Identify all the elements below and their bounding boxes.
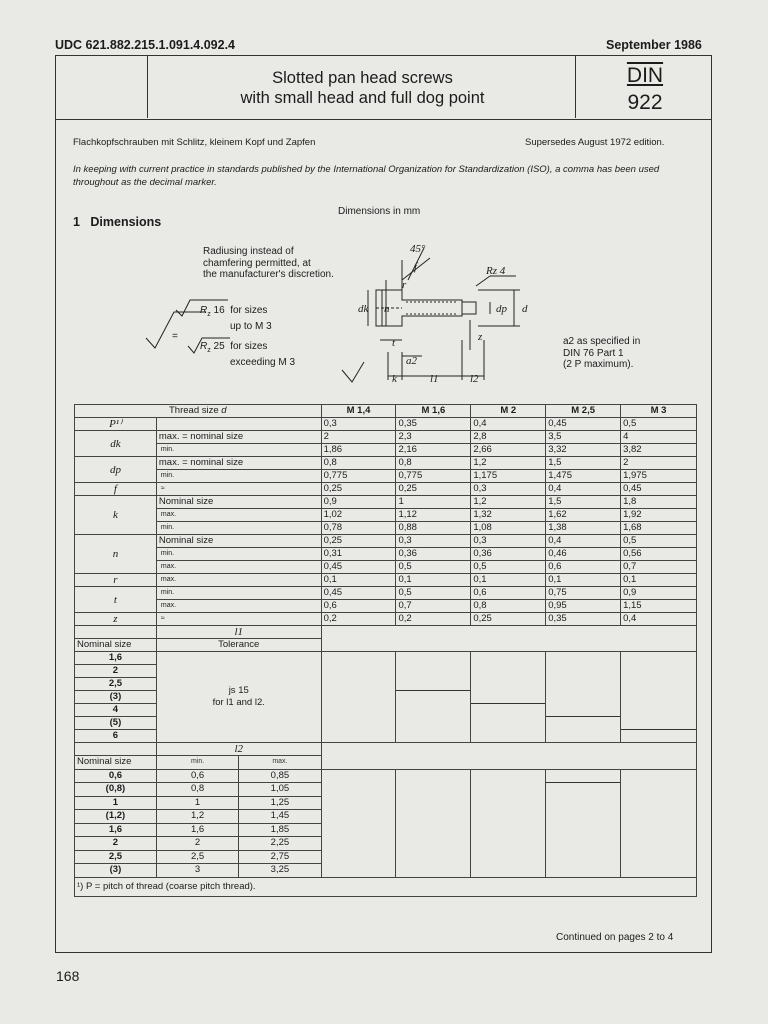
cell-value: 0,2 (321, 613, 396, 626)
surface-finish-symbol-bottom (342, 362, 364, 382)
cell-value: 0,45 (321, 587, 396, 600)
cell-value: 0,6 (471, 587, 546, 600)
cell-value: 0,7 (621, 561, 697, 574)
l1-size: 2 (75, 665, 157, 678)
label-l1: l1 (430, 373, 439, 385)
cell-value: 0,5 (621, 535, 697, 548)
cell-value: 0,4 (621, 613, 697, 626)
cell-value: 0,3 (396, 535, 471, 548)
dimension-row (75, 548, 697, 561)
l2-range-cell (621, 864, 697, 878)
cell-value: 3,32 (546, 444, 621, 457)
label-z: z (478, 331, 483, 343)
supersedes-note: Supersedes August 1972 edition. (525, 137, 665, 148)
row-qualifier: min. (156, 548, 321, 561)
cell-value: 1,02 (321, 509, 396, 522)
dimension-unit-note: Dimensions in mm (338, 206, 421, 217)
l2-row (75, 769, 697, 783)
cell-value: 0,56 (621, 548, 697, 561)
l1-range-cell (621, 678, 697, 691)
l1-tolerance-label: Tolerance (156, 639, 321, 652)
l1-row (75, 652, 697, 665)
l1-range-cell (471, 652, 546, 665)
label-dp: dp (496, 303, 507, 315)
cell-value: 1,92 (621, 509, 697, 522)
cell-value: 0,25 (321, 483, 396, 496)
l1-range-cell (621, 704, 697, 717)
udc-code: UDC 621.882.215.1.091.4.092.4 (55, 38, 235, 52)
cell-value: 0,78 (321, 522, 396, 535)
row-qualifier: max. (156, 574, 321, 587)
thread-size-header-row: Thread size d M 1,4 M 1,6 M 2 M 2,5 M 3 (75, 405, 697, 418)
l2-min: 3 (194, 864, 201, 876)
cell-value: 0,1 (621, 574, 697, 587)
cell-value: 1,62 (546, 509, 621, 522)
cell-value: 1,5 (546, 457, 621, 470)
din-badge (578, 62, 712, 116)
l2-header-blank (75, 743, 157, 756)
l2-range-cell (396, 783, 471, 797)
l1-range-cell (396, 704, 471, 717)
l1-range-cell (546, 678, 621, 691)
cell-value: 0,8 (321, 457, 396, 470)
dimension-row (75, 496, 697, 509)
cell-value: 1,975 (621, 470, 697, 483)
dimension-row (75, 561, 697, 574)
l2-range-cell (621, 810, 697, 824)
cell-value: 0,31 (321, 548, 396, 561)
l2-row (75, 823, 697, 837)
document-title: Slotted pan head screws with small head and full dog point (240, 69, 485, 107)
l2-range-cell (471, 850, 546, 864)
row-symbol: k (75, 496, 157, 535)
l2-range-cell (546, 864, 621, 878)
row-qualifier: min. (156, 522, 321, 535)
dimension-row (75, 522, 697, 535)
l2-max: 2,25 (239, 837, 321, 850)
l2-range-cell (546, 837, 621, 851)
dimension-row (75, 535, 697, 548)
cell-value: 1,8 (621, 496, 697, 509)
cell-value: 1,475 (546, 470, 621, 483)
cell-value: 2,16 (396, 444, 471, 457)
decimal-marker-note: In keeping with current practice in standards published by the International Organization for Standardization (ISO), a comma has been used throughout as the decimal marker. (73, 164, 660, 188)
l1-range-cell (396, 652, 471, 665)
l2-min: 2,5 (190, 850, 205, 862)
l1-range-cell (546, 704, 621, 717)
cell-value: 0,1 (396, 574, 471, 587)
l1-range-cell (471, 691, 546, 704)
l2-symbol: l2 (156, 743, 321, 756)
l2-range-cell (396, 837, 471, 851)
cell-value: 2 (621, 457, 697, 470)
row-qualifier: min. (156, 444, 321, 457)
publication-date: September 1986 (606, 38, 702, 52)
dog-point-outline (462, 302, 476, 314)
l2-range-cell (546, 796, 621, 810)
l1-range-cell (321, 691, 396, 704)
cell-value: 0,25 (396, 483, 471, 496)
l2-size: 2 (75, 837, 157, 851)
row-qualifier: min. (156, 587, 321, 600)
row-qualifier: max. = nominal size (156, 457, 321, 470)
l1-range-cell (546, 652, 621, 665)
l2-range-cell (621, 796, 697, 810)
cell-value: 0,45 (321, 561, 396, 574)
l2-size: (1,2) (75, 810, 157, 824)
l2-row (75, 864, 697, 878)
footnote: ¹) P = pitch of thread (coarse pitch thread). (75, 877, 697, 896)
l2-max-label: max. (239, 756, 321, 769)
row-symbol: r (75, 574, 157, 587)
l2-range-cell (471, 864, 546, 878)
cell-value: 0,75 (546, 587, 621, 600)
l2-size: 2,5 (75, 850, 157, 864)
label-a2: a2 (406, 355, 417, 367)
dimension-row (75, 431, 697, 444)
l2-max: 1,45 (239, 810, 321, 823)
l2-max: 0,85 (239, 770, 321, 783)
cell-value: 0,775 (321, 470, 396, 483)
cell-value: 0,1 (321, 574, 396, 587)
l1-range-cell (471, 717, 546, 730)
cell-value: 0,1 (471, 574, 546, 587)
label-n: n (384, 303, 390, 315)
row-symbol: t (75, 587, 157, 613)
l2-max: 3,25 (239, 864, 321, 877)
row-symbol: z (75, 613, 157, 626)
cell-value: 0,3 (321, 418, 396, 431)
l1-range-cell (546, 730, 621, 743)
l1-size: 1,6 (75, 652, 157, 665)
l1-range-cell (321, 730, 396, 743)
cell-value: 0,5 (471, 561, 546, 574)
l2-range-cell (396, 796, 471, 810)
cell-value: 2,3 (396, 431, 471, 444)
tolerance-cell: js 15 for l1 and l2. (156, 652, 321, 743)
l1-range-cell (621, 665, 697, 678)
cell-value: 1,2 (471, 496, 546, 509)
section-heading: 1 Dimensions (73, 215, 162, 229)
l2-range-cell (471, 783, 546, 797)
label-t: t (392, 337, 396, 349)
l1-range-cell (471, 665, 546, 678)
radius-note: Radiusing instead of chamfering permitted, at the manufacturer's discretion. (203, 246, 334, 280)
l1-range-cell (396, 665, 471, 678)
cell-value: 0,25 (471, 613, 546, 626)
cell-value: 0,45 (621, 483, 697, 496)
l1-range-cell (396, 717, 471, 730)
l2-min: 1,2 (190, 810, 205, 822)
row-qualifier: ≈ (156, 613, 321, 626)
cell-value: 0,95 (546, 600, 621, 613)
l1-range-cell (321, 717, 396, 730)
l2-range-cell (471, 823, 546, 837)
l1-range-cell (396, 678, 471, 691)
l2-range-cell (321, 864, 396, 878)
cell-value: 1,175 (471, 470, 546, 483)
row-qualifier: max. (156, 509, 321, 522)
l2-range-cell (321, 769, 396, 783)
l2-range-cell (546, 783, 621, 797)
l1-range-cell (321, 704, 396, 717)
cell-value: 0,45 (546, 418, 621, 431)
l1-size: 6 (75, 730, 157, 743)
l1-size: (5) (75, 717, 157, 730)
row-qualifier: Nominal size (156, 535, 321, 548)
footnote-row (75, 877, 697, 896)
dimension-row (75, 574, 697, 587)
cell-value: 3,5 (546, 431, 621, 444)
cell-value: 2,8 (471, 431, 546, 444)
l2-range-cell (321, 783, 396, 797)
cell-value: 0,25 (321, 535, 396, 548)
german-title: Flachkopfschrauben mit Schlitz, kleinem Kopf und Zapfen (73, 137, 316, 148)
l2-range-cell (471, 796, 546, 810)
l1-range-cell (621, 717, 697, 730)
cell-value: 0,88 (396, 522, 471, 535)
cell-value: 0,5 (396, 587, 471, 600)
cell-value: 2 (321, 431, 396, 444)
l2-max: 1,25 (239, 797, 321, 810)
l2-row (75, 850, 697, 864)
label-f: f (414, 261, 418, 273)
l1-size: (3) (75, 691, 157, 704)
l2-range-cell (321, 810, 396, 824)
l2-size: 1 (75, 796, 157, 810)
cell-value: 0,6 (546, 561, 621, 574)
surface-finish-symbol-main (146, 312, 206, 348)
cell-value: 0,3 (471, 535, 546, 548)
dimension-row (75, 418, 697, 431)
l1-range-cell (321, 652, 396, 665)
l1-range-cell (546, 665, 621, 678)
l2-min: 0,6 (190, 769, 205, 781)
cell-value: 0,36 (471, 548, 546, 561)
dimension-row (75, 470, 697, 483)
cell-value: 0,6 (321, 600, 396, 613)
row-qualifier: Nominal size (156, 496, 321, 509)
row-symbol: P¹⁾ (75, 418, 157, 431)
label-l2: l2 (470, 373, 479, 385)
cell-value: 1,2 (471, 457, 546, 470)
l2-size: (0,8) (75, 783, 157, 797)
cell-value: 0,5 (621, 418, 697, 431)
cell-value: 0,4 (546, 483, 621, 496)
l2-nominal-label: Nominal size (75, 756, 157, 770)
l2-range-cell (621, 769, 697, 783)
row-symbol: f (75, 483, 157, 496)
cell-value: 1,32 (471, 509, 546, 522)
l2-row (75, 783, 697, 797)
dimension-row (75, 613, 697, 626)
l2-range-cell (396, 850, 471, 864)
cell-value: 0,35 (396, 418, 471, 431)
l1-range-cell (471, 678, 546, 691)
l2-range-cell (546, 810, 621, 824)
cell-value: 0,1 (546, 574, 621, 587)
cell-value: 1,5 (546, 496, 621, 509)
l2-range-cell (471, 769, 546, 783)
cell-value: 0,46 (546, 548, 621, 561)
l2-range-cell (546, 850, 621, 864)
l2-row (75, 837, 697, 851)
cell-value: 0,2 (396, 613, 471, 626)
a2-note: a2 as specified in DIN 76 Part 1 (2 P maximum). (563, 336, 641, 370)
dimension-row (75, 509, 697, 522)
cell-value: 0,5 (396, 561, 471, 574)
cell-value: 1,08 (471, 522, 546, 535)
l1-range-cell (396, 691, 471, 704)
l2-size: (3) (75, 864, 157, 878)
l1-range-cell (471, 704, 546, 717)
l1-range-cell (621, 691, 697, 704)
row-symbol: dk (75, 431, 157, 457)
l1-size: 4 (75, 704, 157, 717)
l2-range-cell (396, 810, 471, 824)
l2-min: 1 (194, 796, 201, 808)
l2-range-cell (321, 837, 396, 851)
din-number: 922 (627, 91, 663, 114)
cell-value: 0,4 (471, 418, 546, 431)
l1-header-blank (75, 626, 157, 639)
l2-range-cell (471, 837, 546, 851)
cell-value: 0,775 (396, 470, 471, 483)
label-rz4: Rz 4 (486, 265, 506, 277)
l1-range-cell (546, 717, 621, 730)
cell-value: 0,35 (546, 613, 621, 626)
l2-max: 1,05 (239, 783, 321, 796)
l2-row (75, 810, 697, 824)
row-qualifier: ≈ (156, 483, 321, 496)
cell-value: 1,68 (621, 522, 697, 535)
equals-sign: = (172, 331, 178, 342)
angle-label: 45° (410, 243, 426, 255)
dimension-row (75, 444, 697, 457)
cell-value: 1,38 (546, 522, 621, 535)
l2-range-cell (321, 850, 396, 864)
l2-size: 0,6 (75, 769, 157, 783)
cell-value: 0,36 (396, 548, 471, 561)
l2-range-cell (621, 783, 697, 797)
dimension-row (75, 600, 697, 613)
l1-range-cell (621, 730, 697, 743)
l2-min: 1,6 (190, 823, 205, 835)
l2-size: 1,6 (75, 823, 157, 837)
cell-value: 0,3 (471, 483, 546, 496)
row-qualifier: max. = nominal size (156, 431, 321, 444)
l2-max: 2,75 (239, 851, 321, 864)
row-symbol: n (75, 535, 157, 574)
l2-range-cell (396, 769, 471, 783)
l2-min: 2 (194, 837, 201, 849)
l1-range-cell (546, 691, 621, 704)
row-qualifier (156, 418, 321, 431)
row-qualifier: max. (156, 600, 321, 613)
l1-range-cell (396, 730, 471, 743)
l1-size: 2,5 (75, 678, 157, 691)
l2-range-cell (321, 823, 396, 837)
l2-min-label: min. (190, 758, 205, 766)
l1-range-cell (471, 730, 546, 743)
rz25-callout: $R_z$ 25 for sizes exceeding M 3 (200, 341, 296, 368)
l2-range-cell (396, 864, 471, 878)
l2-row (75, 796, 697, 810)
dimensions-table (74, 404, 697, 897)
l1-range-cell (321, 665, 396, 678)
label-r: r (402, 279, 407, 291)
row-symbol: dp (75, 457, 157, 483)
cell-value: 1,12 (396, 509, 471, 522)
row-qualifier: min. (156, 470, 321, 483)
din-label: DIN (626, 64, 664, 87)
dimension-row (75, 457, 697, 470)
l1-nominal-label: Nominal size (75, 639, 157, 652)
rz16-callout: $R_z$ 16 for sizes up to M 3 (200, 305, 272, 332)
l2-min: 0,8 (190, 783, 205, 795)
cell-value: 0,9 (321, 496, 396, 509)
page-number: 168 (56, 968, 80, 984)
l2-range-cell (621, 823, 697, 837)
cell-value: 2,66 (471, 444, 546, 457)
continued-note: Continued on pages 2 to 4 (556, 932, 674, 943)
l2-range-cell (546, 769, 621, 783)
dimension-row (75, 587, 697, 600)
l2-range-cell (621, 850, 697, 864)
l1-range-cell (321, 678, 396, 691)
l2-range-cell (621, 837, 697, 851)
l2-range-cell (396, 823, 471, 837)
cell-value: 1,15 (621, 600, 697, 613)
cell-value: 0,7 (396, 600, 471, 613)
label-dk: dk (358, 303, 369, 315)
l2-max: 1,85 (239, 824, 321, 837)
l1-range-cell (621, 652, 697, 665)
row-qualifier: max. (156, 561, 321, 574)
cell-value: 0,8 (471, 600, 546, 613)
cell-value: 1,86 (321, 444, 396, 457)
l1-symbol: l1 (156, 626, 321, 639)
l2-range-cell (471, 810, 546, 824)
dimension-row (75, 483, 697, 496)
cell-value: 3,82 (621, 444, 697, 457)
cell-value: 0,4 (546, 535, 621, 548)
label-k: k (392, 373, 397, 385)
cell-value: 1 (396, 496, 471, 509)
l2-range-cell (546, 823, 621, 837)
cell-value: 0,8 (396, 457, 471, 470)
label-d: d (522, 303, 528, 315)
l2-range-cell (321, 796, 396, 810)
cell-value: 0,9 (621, 587, 697, 600)
cell-value: 4 (621, 431, 697, 444)
